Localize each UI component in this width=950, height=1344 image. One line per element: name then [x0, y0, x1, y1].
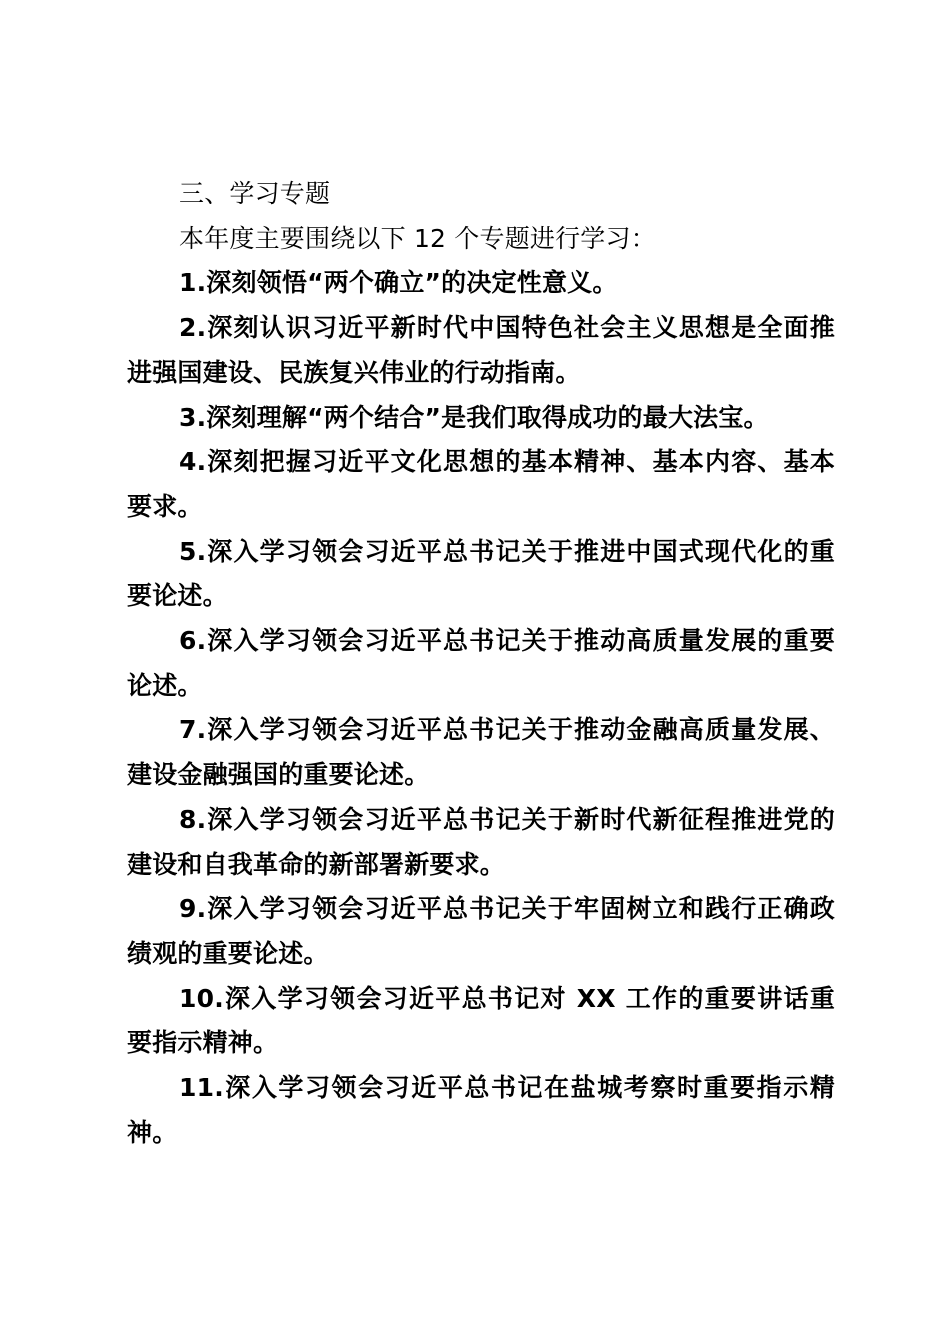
topic-item-5: 5.深入学习领会习近平总书记关于推进中国式现代化的重要论述。 — [127, 536, 835, 611]
topic-item-9: 9.深入学习领会习近平总书记关于牢固树立和践行正确政绩观的重要论述。 — [127, 894, 835, 968]
document-page — [127, 172, 835, 1155]
topic-item-6: 6.深入学习领会习近平总书记关于推动高质量发展的重要论述。 — [127, 626, 835, 700]
topic-item-7: 7.深入学习领会习近平总书记关于推动金融高质量发展、建设金融强国的重要论述。 — [127, 715, 835, 790]
topic-item-10: 10.深入学习领会习近平总书记对 XX 工作的重要讲话重要指示精神。 — [127, 983, 835, 1058]
topic-item-3: 3.深刻理解“两个结合”是我们取得成功的最大法宝。 — [179, 402, 769, 432]
section-heading: 三、学习专题 — [179, 179, 331, 208]
intro-paragraph: 本年度主要围绕以下 12 个专题进行学习： — [179, 223, 656, 253]
topic-item-1: 1.深刻领悟“两个确立”的决定性意义。 — [179, 268, 618, 298]
topic-item-4: 4.深刻把握习近平文化思想的基本精神、基本内容、基本要求。 — [127, 447, 835, 521]
topic-item-8: 8.深入学习领会习近平总书记关于新时代新征程推进党的建设和自我革命的新部署新要求。 — [127, 804, 835, 879]
topic-item-11: 11.深入学习领会习近平总书记在盐城考察时重要指示精神。 — [127, 1073, 835, 1147]
topic-item-2: 2.深刻认识习近平新时代中国特色社会主义思想是全面推进强国建设、民族复兴伟业的行动指南。 — [127, 313, 835, 387]
